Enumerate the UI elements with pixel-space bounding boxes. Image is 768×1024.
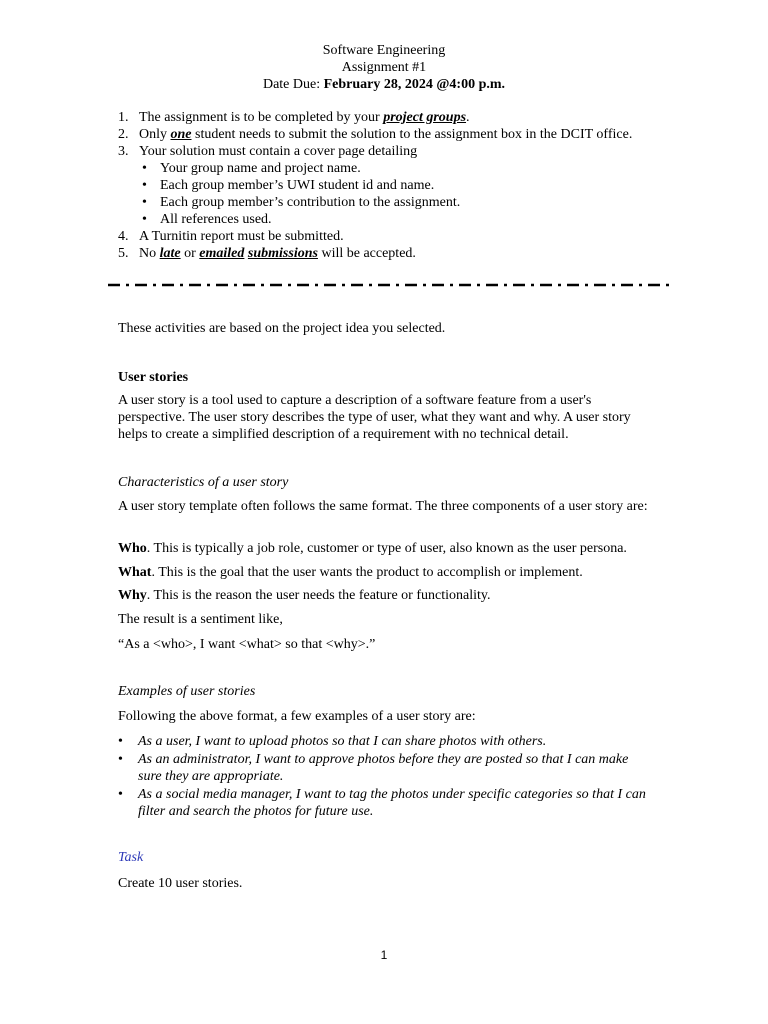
list-number: 4. xyxy=(118,229,129,244)
list-number: 1. xyxy=(118,110,129,125)
cover-page-sublist xyxy=(139,160,678,228)
bullet-icon: • xyxy=(142,212,147,227)
why-text: . This is the reason the user needs the feature or functionality. xyxy=(146,588,491,603)
instructions-list xyxy=(118,109,678,262)
instruction-text: No xyxy=(139,246,160,261)
sub-item xyxy=(139,211,678,228)
example-text: As an administrator, I want to approve photos before they are posted so that I can make sure they are appropriate. xyxy=(138,752,629,784)
course-title: Software Engineering xyxy=(322,43,446,58)
sub-item xyxy=(139,194,678,211)
bullet-icon: • xyxy=(118,734,123,749)
what-line xyxy=(118,564,648,581)
instruction-text: The assignment is to be completed by your xyxy=(139,110,384,125)
who-line xyxy=(118,540,648,557)
task-text: Create 10 user stories. xyxy=(118,876,243,891)
document-header xyxy=(0,42,768,93)
instruction-item xyxy=(118,109,678,126)
list-number: 3. xyxy=(118,144,129,159)
sub-item xyxy=(139,177,678,194)
instruction-item xyxy=(118,228,678,245)
dash-dot-divider xyxy=(108,279,674,291)
due-value: February 28, 2024 @4:00 p.m. xyxy=(323,77,506,92)
what-label: What xyxy=(118,565,152,580)
task-heading: Task xyxy=(118,850,144,865)
instruction-item xyxy=(118,126,678,143)
emphasis-emailed: emailed xyxy=(199,246,245,261)
emphasis-one: one xyxy=(170,127,192,142)
instruction-text: Only xyxy=(139,127,171,142)
emphasis-project-groups: project groups xyxy=(383,110,467,125)
assignment-title: Assignment #1 xyxy=(341,60,427,75)
example-text: As a social media manager, I want to tag the photos under specific categories so that I can filter and search the photos for future use. xyxy=(138,787,646,819)
what-text: . This is the goal that the user wants the product to accomplish or implement. xyxy=(151,565,583,580)
bullet-icon: • xyxy=(142,178,147,193)
instruction-text: student needs to submit the solution to the assignment box in the DCIT office. xyxy=(191,127,633,142)
examples-list xyxy=(118,733,648,821)
due-date-line xyxy=(0,76,768,93)
examples-heading: Examples of user stories xyxy=(118,684,256,699)
instruction-item xyxy=(118,245,678,262)
sub-item-text: Each group member’s UWI student id and name. xyxy=(160,178,435,193)
instruction-text: . xyxy=(466,110,470,125)
why-line xyxy=(118,587,648,604)
sub-item-text: All references used. xyxy=(160,212,272,227)
who-text: . This is typically a job role, customer or type of user, also known as the user persona. xyxy=(146,541,627,556)
why-label: Why xyxy=(118,588,147,603)
examples-intro: Following the above format, a few examples of a user story are: xyxy=(118,709,476,724)
emphasis-late: late xyxy=(159,246,181,261)
bullet-icon: • xyxy=(118,752,123,767)
page-number: 1 xyxy=(380,948,388,962)
sub-item xyxy=(139,160,678,177)
example-item xyxy=(118,786,648,820)
template-text: “As a <who>, I want <what> so that <why>.” xyxy=(118,637,376,652)
instruction-text: will be accepted. xyxy=(317,246,416,261)
characteristics-heading: Characteristics of a user story xyxy=(118,475,289,490)
user-stories-paragraph: A user story is a tool used to capture a description of a software feature from a user's perspective. The user story describes the type of user, what they want and why. A user story helps to create a simplified description of a requirement with no technical detail. xyxy=(118,393,631,442)
list-number: 5. xyxy=(118,246,129,261)
bullet-icon: • xyxy=(142,195,147,210)
characteristics-paragraph: A user story template often follows the same format. The three components of a user story are: xyxy=(118,499,648,514)
instruction-text: Your solution must contain a cover page detailing xyxy=(139,144,418,159)
instruction-item xyxy=(118,143,678,228)
example-text: As a user, I want to upload photos so that I can share photos with others. xyxy=(138,734,547,749)
sub-item-text: Each group member’s contribution to the assignment. xyxy=(160,195,461,210)
instruction-text: or xyxy=(180,246,200,261)
sub-item-text: Your group name and project name. xyxy=(160,161,361,176)
list-number: 2. xyxy=(118,127,129,142)
due-label: Date Due: xyxy=(262,77,324,92)
bullet-icon: • xyxy=(142,161,147,176)
example-item xyxy=(118,733,648,750)
who-label: Who xyxy=(118,541,147,556)
result-text: The result is a sentiment like, xyxy=(118,612,283,627)
bullet-icon: • xyxy=(118,787,123,802)
user-stories-heading: User stories xyxy=(118,370,189,385)
intro-text: These activities are based on the project idea you selected. xyxy=(118,321,446,336)
instruction-text: A Turnitin report must be submitted. xyxy=(139,229,344,244)
example-item xyxy=(118,751,648,785)
emphasis-submissions: submissions xyxy=(247,246,318,261)
